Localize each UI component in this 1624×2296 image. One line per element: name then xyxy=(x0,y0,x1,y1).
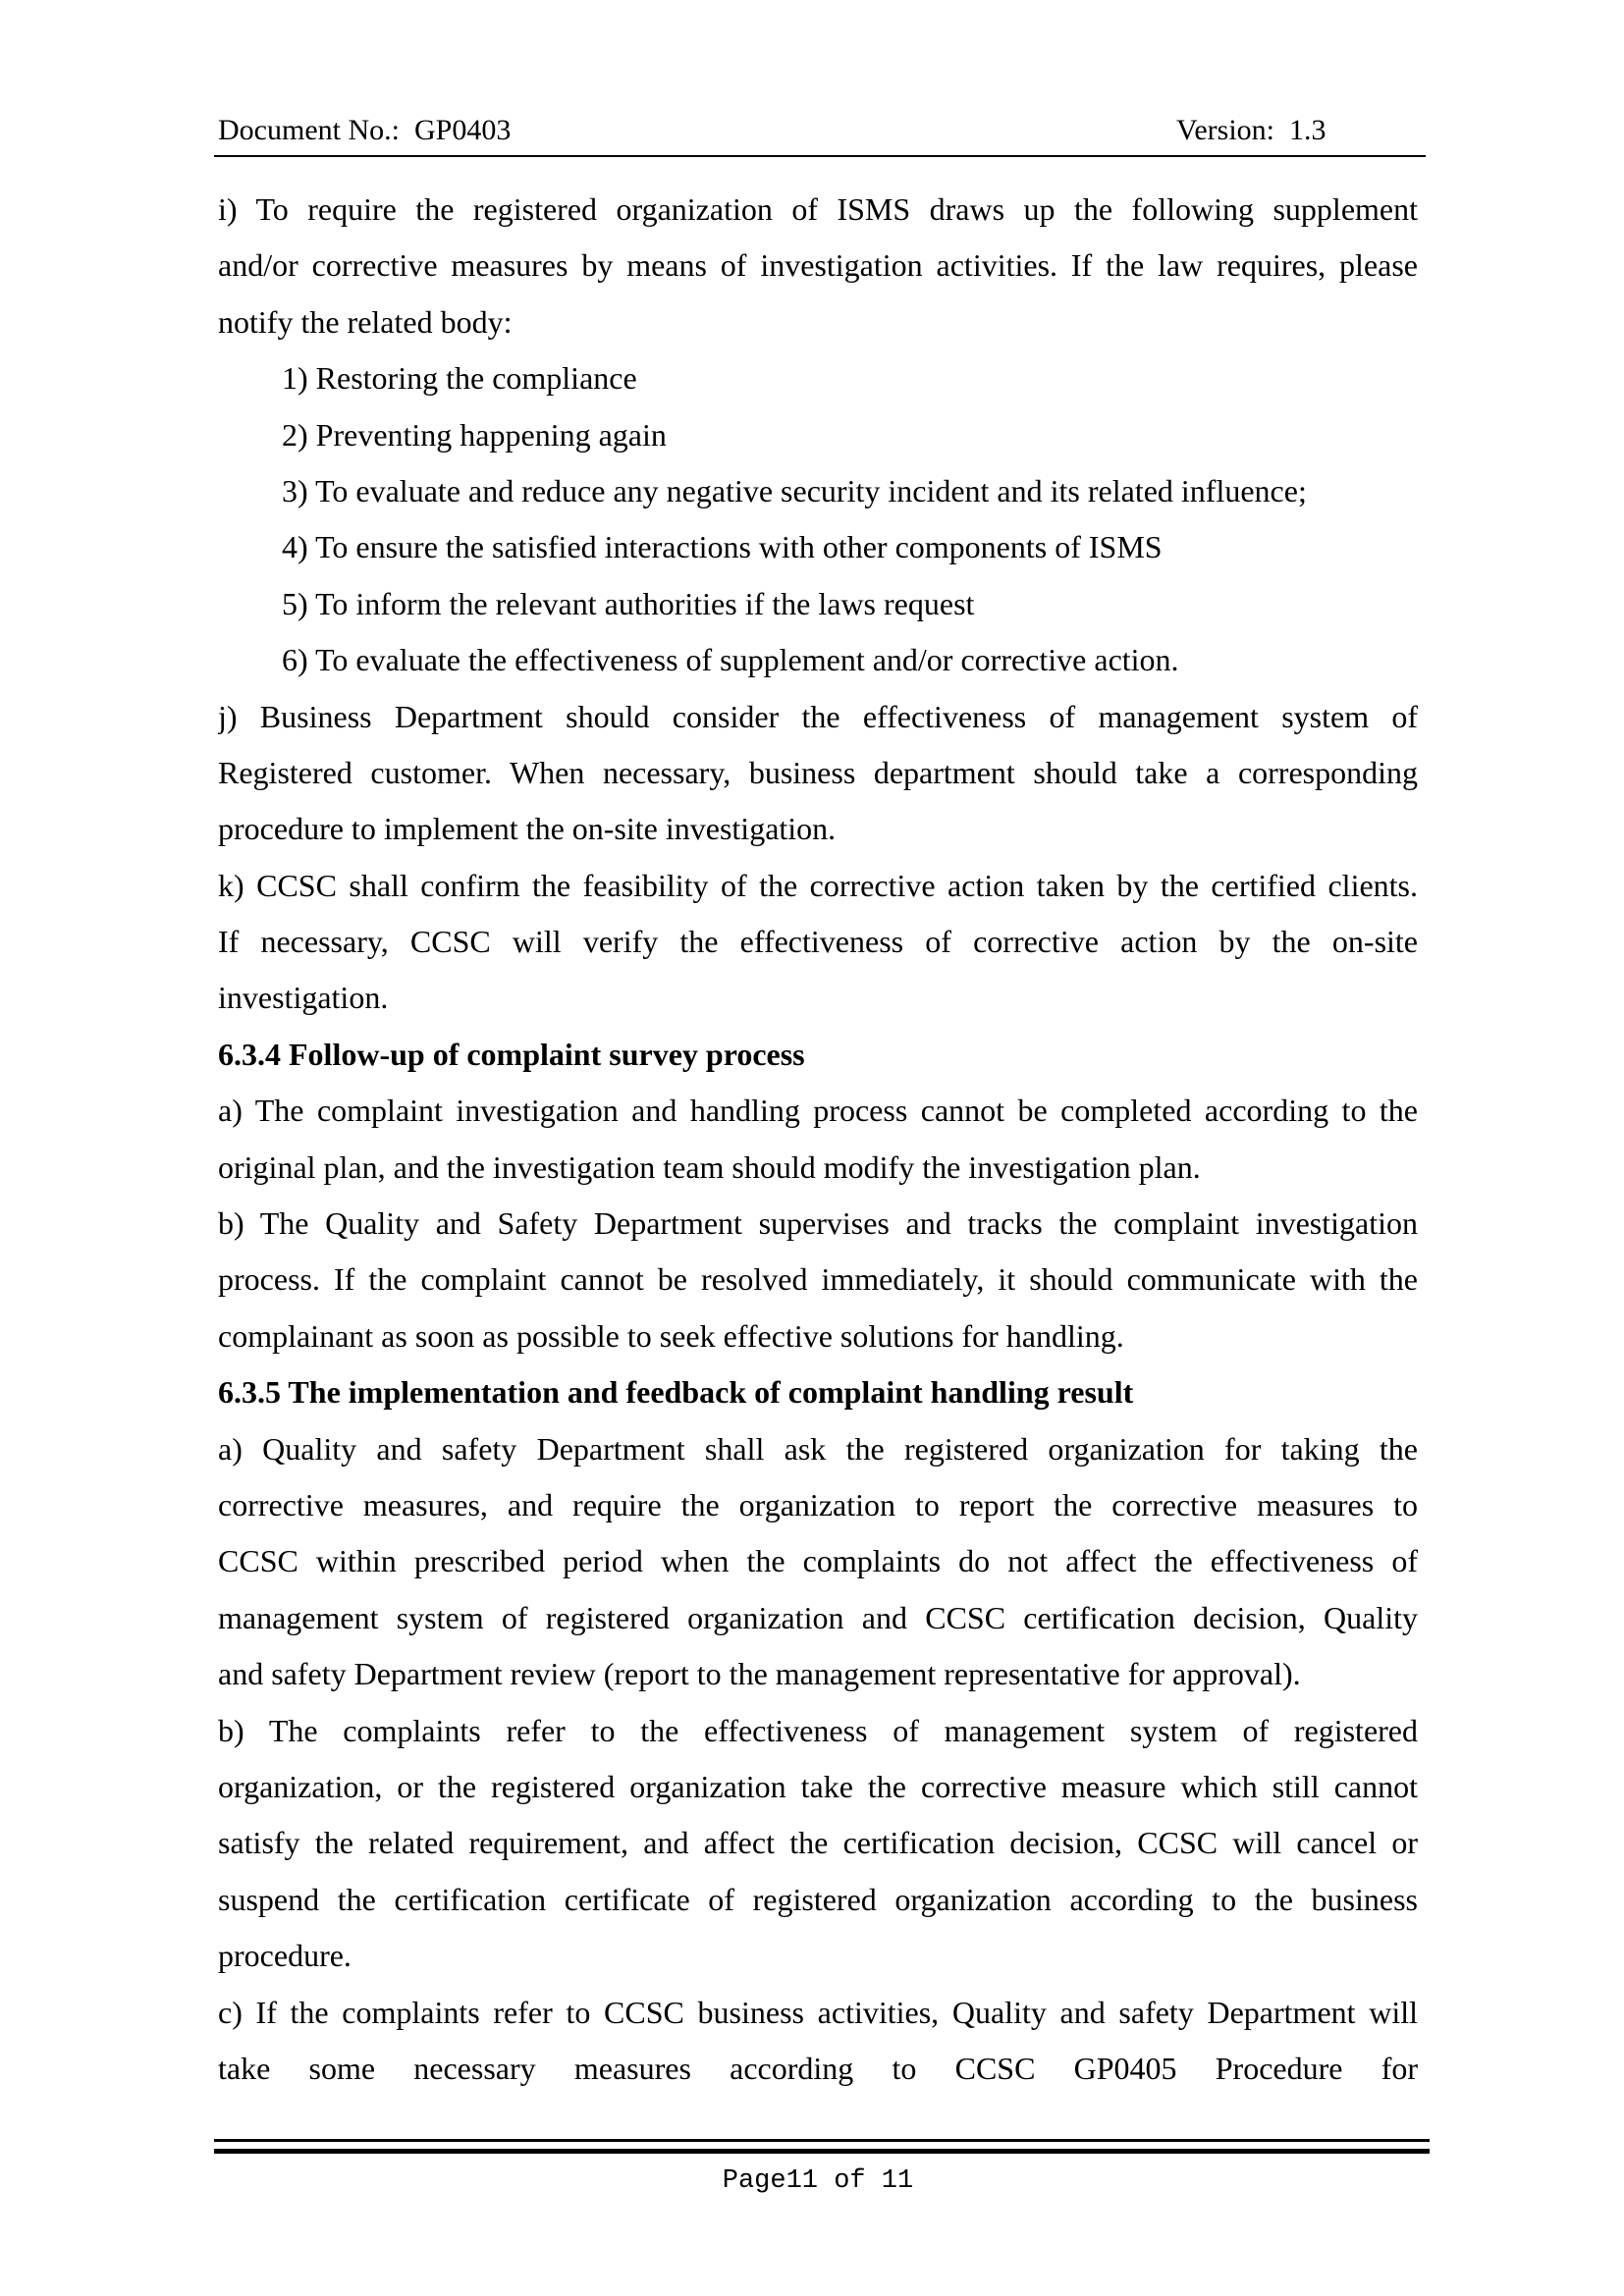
page-number: Page11 of 11 xyxy=(722,2166,914,2196)
footer-divider-thick xyxy=(214,2149,1430,2154)
paragraph-line: original plan, and the investigation team should modify the investigation plan. xyxy=(218,1148,1201,1185)
paragraph-line: process. If the complaint cannot be resolved immediately, it should communicate with the xyxy=(218,1261,1418,1298)
header-divider xyxy=(214,155,1426,157)
paragraph-line: i) To require the registered organization of ISMS draws up the following supplement xyxy=(218,191,1418,227)
document-version: Version: 1.3 xyxy=(1176,114,1326,146)
paragraph-line: corrective measures, and require the organization to report the corrective measures to xyxy=(218,1486,1418,1522)
paragraph-line: and safety Department review (report to the management representative for approval). xyxy=(218,1656,1301,1692)
list-item: 1) Restoring the compliance xyxy=(282,360,637,397)
paragraph-line: k) CCSC shall confirm the feasibility of the corrective action taken by the certified clients. xyxy=(218,867,1418,903)
paragraph-line: procedure. xyxy=(218,1938,352,1974)
paragraph-line: b) The complaints refer to the effectiveness of management system of registered xyxy=(218,1712,1418,1748)
document-number: Document No.: GP0403 xyxy=(218,114,512,146)
paragraph-line: suspend the certification certificate of registered organization according to the business xyxy=(218,1881,1418,1917)
list-item: 4) To ensure the satisfied interactions with other components of ISMS xyxy=(282,529,1163,565)
paragraph-line: notify the related body: xyxy=(218,303,513,340)
paragraph-line: a) The complaint investigation and handling process cannot be completed according to the xyxy=(218,1093,1418,1129)
paragraph-line: organization, or the registered organization take the corrective measure which still cannot xyxy=(218,1768,1418,1804)
section-heading: 6.3.5 The implementation and feedback of complaint handling result xyxy=(218,1374,1134,1411)
paragraph-line: c) If the complaints refer to CCSC business activities, Quality and safety Department will xyxy=(218,1994,1418,2030)
paragraph-line: CCSC within prescribed period when the complaints do not affect the effectiveness of xyxy=(218,1543,1418,1579)
paragraph-line: j) Business Department should consider the effectiveness of management system of xyxy=(218,698,1418,734)
list-item: 2) Preventing happening again xyxy=(282,416,667,453)
section-heading: 6.3.4 Follow-up of complaint survey process xyxy=(218,1036,805,1072)
footer-divider-thin xyxy=(214,2139,1430,2142)
list-item: 5) To inform the relevant authorities if the laws request xyxy=(282,585,975,621)
paragraph-line: If necessary, CCSC will verify the effectiveness of corrective action by the on-site xyxy=(218,924,1418,960)
paragraph-line: and/or corrective measures by means of investigation activities. If the law requires, please xyxy=(218,247,1418,284)
list-item: 3) To evaluate and reduce any negative security incident and its related influence; xyxy=(282,472,1307,508)
paragraph-line: Registered customer. When necessary, business department should take a corresponding xyxy=(218,754,1418,790)
paragraph-line: procedure to implement the on-site investigation. xyxy=(218,811,837,847)
paragraph-line: a) Quality and safety Department shall ask the registered organization for taking the xyxy=(218,1430,1418,1467)
paragraph-line: satisfy the related requirement, and affect the certification decision, CCSC will cancel or xyxy=(218,1825,1418,1861)
paragraph-line: management system of registered organization and CCSC certification decision, Quality xyxy=(218,1599,1418,1635)
paragraph-line: investigation. xyxy=(218,980,389,1016)
paragraph-line: take some necessary measures according to CCSC GP0405 Procedure for xyxy=(218,2050,1418,2086)
paragraph-line: complainant as soon as possible to seek effective solutions for handling. xyxy=(218,1317,1124,1354)
list-item: 6) To evaluate the effectiveness of supplement and/or corrective action. xyxy=(282,642,1179,678)
document-body xyxy=(218,182,1418,2097)
paragraph-line: b) The Quality and Safety Department supervises and tracks the complaint investigation xyxy=(218,1205,1418,1242)
